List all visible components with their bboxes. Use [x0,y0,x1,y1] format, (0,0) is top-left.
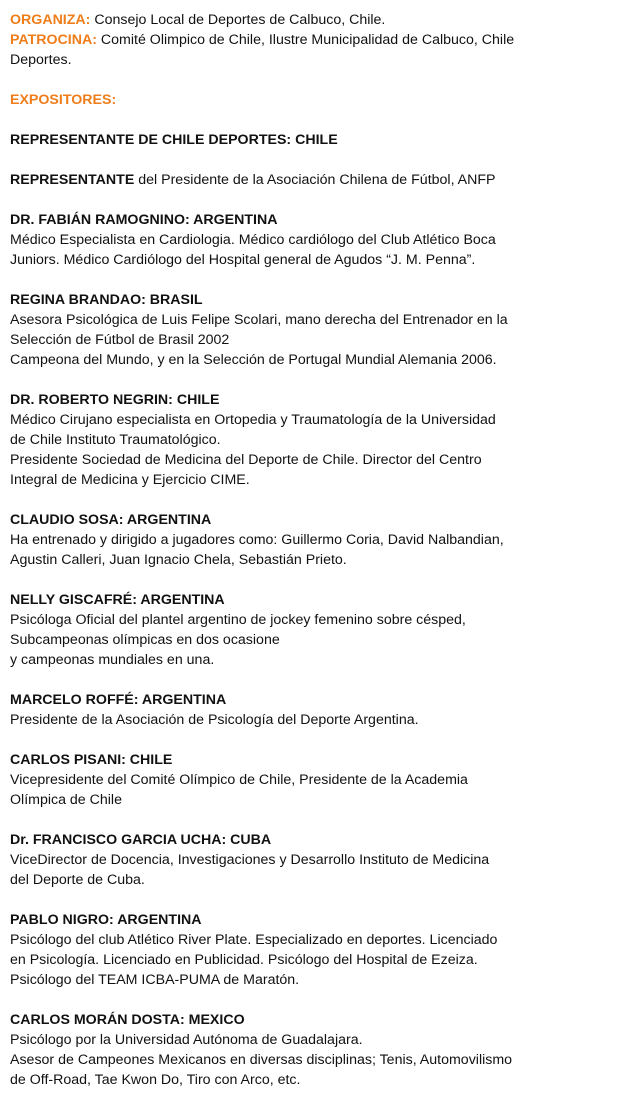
speaker-description-line: Psicóloga Oficial del plantel argentino de jockey femenino sobre césped, [10,612,466,628]
speaker-block [10,1010,634,1090]
speaker-block [10,390,634,490]
rep-anfp-text: del Presidente de la Asociación Chilena de Fútbol, ANFP [138,172,496,188]
speaker-description-line: Subcampeonas olímpicas en dos ocasione [10,632,280,648]
speaker-description-line: Psicólogo por la Universidad Autónoma de Guadalajara. [10,1032,363,1048]
speaker-description-line: Psicólogo del club Atlético River Plate. Especializado en deportes. Licenciado [10,932,498,948]
rep-anfp-line [10,170,634,190]
speaker-name: CARLOS MORÁN DOSTA: MEXICO [10,1012,245,1028]
organiza-label: ORGANIZA: [10,12,91,28]
speaker-block [10,590,634,670]
speaker-name: DR. FABIÁN RAMOGNINO: ARGENTINA [10,212,278,228]
speaker-description-line: Asesora Psicológica de Luis Felipe Scolari, mano derecha del Entrenador en la [10,312,508,328]
speaker-description-line: ViceDirector de Docencia, Investigaciones y Desarrollo Instituto de Medicina [10,852,490,868]
speaker-description-line: del Deporte de Cuba. [10,872,145,888]
speaker-block [10,830,634,890]
rep-chile-deportes-heading: REPRESENTANTE DE CHILE DEPORTES: CHILE [10,132,338,148]
patrocina-text: Comité Olimpico de Chile, Ilustre Municipalidad de Calbuco, Chile [100,32,515,48]
speaker-name: MARCELO ROFFÉ: ARGENTINA [10,692,227,708]
speaker-description-line: Presidente de la Asociación de Psicología del Deporte Argentina. [10,712,419,728]
speaker-description-line: Integral de Medicina y Ejercicio CIME. [10,472,250,488]
speaker-name: Dr. FRANCISCO GARCIA UCHA: CUBA [10,832,272,848]
speaker-description-line: Psicólogo del TEAM ICBA-PUMA de Maratón. [10,972,300,988]
speaker-block [10,750,634,810]
speaker-description-line: Presidente Sociedad de Medicina del Deporte de Chile. Director del Centro [10,452,482,468]
speaker-description-line: de Chile Instituto Traumatológico. [10,432,221,448]
speaker-description-line: Campeona del Mundo, y en la Selección de Portugal Mundial Alemania 2006. [10,352,497,368]
rep-anfp-bold: REPRESENTANTE [10,172,135,188]
speaker-name: DR. ROBERTO NEGRIN: CHILE [10,392,220,408]
speaker-description-line: Agustin Calleri, Juan Ignacio Chela, Sebastián Prieto. [10,552,347,568]
speaker-name: REGINA BRANDAO: BRASIL [10,292,203,308]
speaker-block [10,690,634,730]
patrocina-label: PATROCINA: [10,32,97,48]
patrocina-line-2: Deportes. [10,52,72,68]
speaker-block [10,910,634,990]
speakers-list [10,210,634,1090]
speaker-block [10,510,634,570]
speaker-description-line: Médico Cirujano especialista en Ortopedia y Traumatología de la Universidad [10,412,496,428]
speaker-name: CARLOS PISANI: CHILE [10,752,173,768]
speaker-name: PABLO NIGRO: ARGENTINA [10,912,202,928]
speaker-description-line: y campeonas mundiales en una. [10,652,215,668]
patrocina-line [10,30,634,50]
speaker-description-line: Ha entrenado y dirigido a jugadores como: Guillermo Coria, David Nalbandian, [10,532,504,548]
speaker-description-line: Olímpica de Chile [10,792,122,808]
organiza-text: Consejo Local de Deportes de Calbuco, Chile. [94,12,386,28]
speaker-block [10,290,634,370]
intro-block [10,10,634,70]
speaker-description-line: Vicepresidente del Comité Olímpico de Chile, Presidente de la Academia [10,772,468,788]
speaker-name: CLAUDIO SOSA: ARGENTINA [10,512,212,528]
speaker-name: NELLY GISCAFRÉ: ARGENTINA [10,592,225,608]
speaker-description-line: Selección de Fútbol de Brasil 2002 [10,332,230,348]
expositores-label: EXPOSITORES: [10,92,117,108]
speaker-description-line: Asesor de Campeones Mexicanos en diversas disciplinas; Tenis, Automovilismo [10,1052,513,1068]
speaker-description-line: Médico Especialista en Cardiologia. Médico cardiólogo del Club Atlético Boca [10,232,496,248]
organiza-line [10,10,634,30]
speaker-description-line: en Psicología. Licenciado en Publicidad. Psicólogo del Hospital de Ezeiza. [10,952,478,968]
speaker-description-line: Juniors. Médico Cardiólogo del Hospital general de Agudos “J. M. Penna”. [10,252,476,268]
speaker-description-line: de Off-Road, Tae Kwon Do, Tiro con Arco, etc. [10,1072,301,1088]
speaker-block [10,210,634,270]
